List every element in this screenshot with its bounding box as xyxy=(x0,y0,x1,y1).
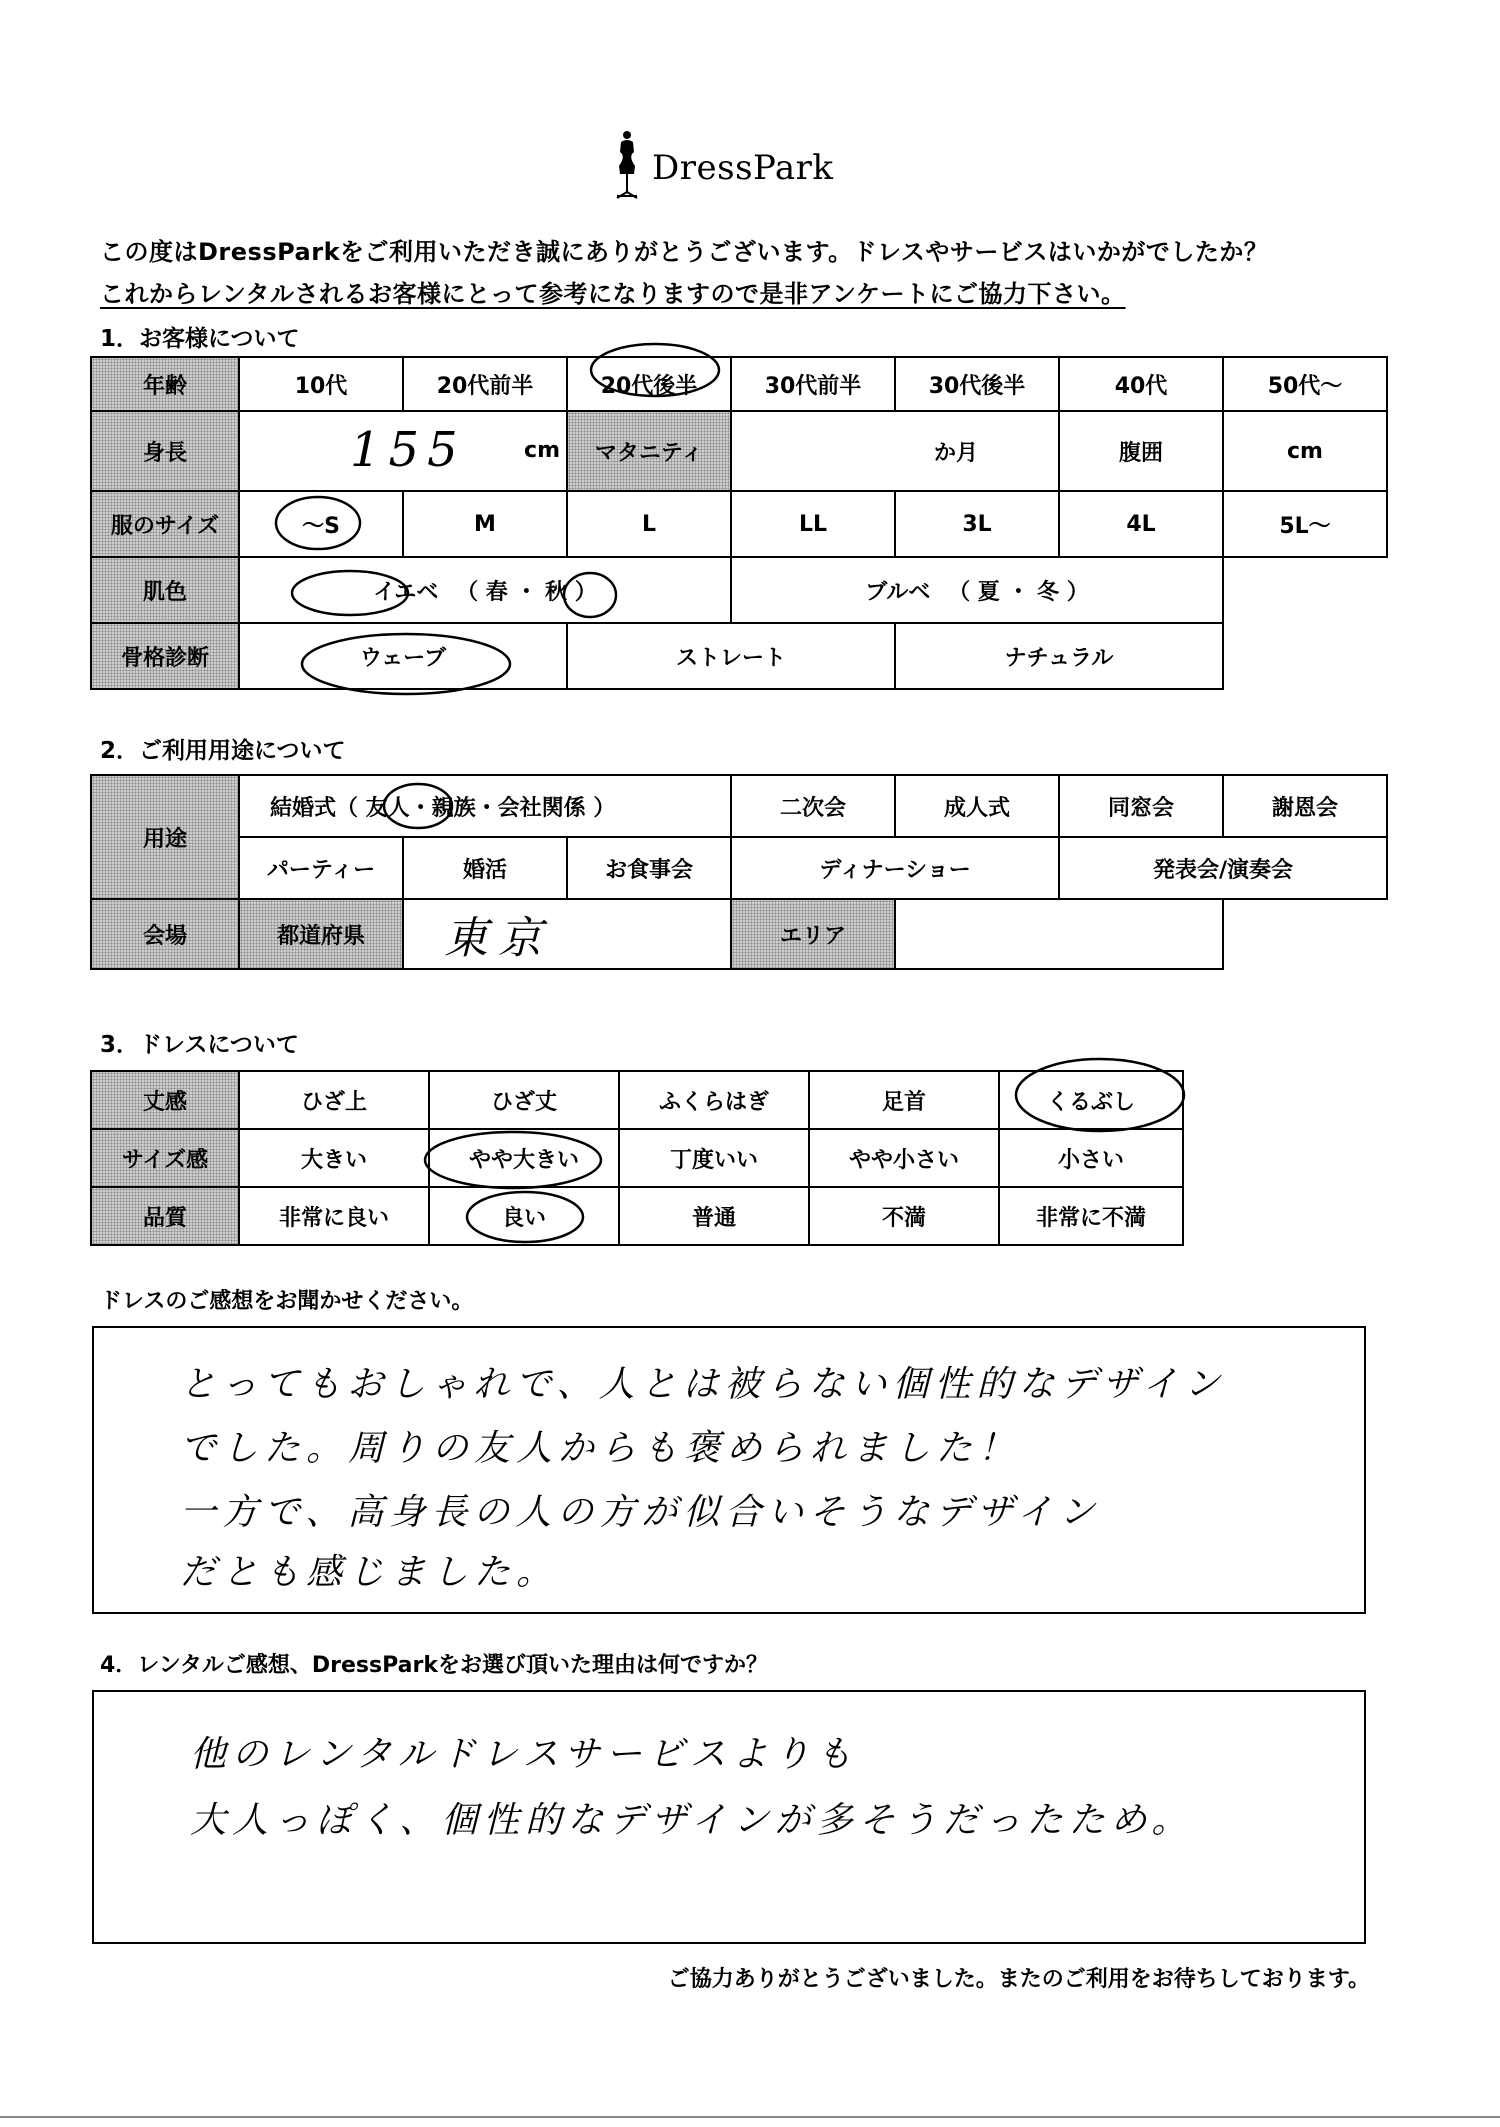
age-option[interactable]: 20代前半 xyxy=(403,357,567,411)
frame-option-selected[interactable]: ウェーブ xyxy=(239,623,567,689)
wedding-option[interactable]: 結婚式（ 友人・親族・会社関係 ） xyxy=(239,775,731,837)
dress-rating-table xyxy=(90,1070,1184,1246)
prefecture-label: 都道府県 xyxy=(239,899,403,969)
quality-option[interactable]: 非常に良い xyxy=(239,1187,429,1245)
frame-option[interactable]: ナチュラル xyxy=(895,623,1223,689)
size-option[interactable]: L xyxy=(567,491,731,557)
age-label: 年齢 xyxy=(91,357,239,411)
waist-unit: cm xyxy=(1287,438,1323,464)
size-option[interactable]: LL xyxy=(731,491,895,557)
fit-option[interactable]: 丁度いい xyxy=(619,1129,809,1187)
length-option[interactable]: 足首 xyxy=(809,1071,999,1129)
age-option[interactable]: 30代後半 xyxy=(895,357,1059,411)
height-unit: cm xyxy=(524,438,560,463)
dress-form-icon xyxy=(612,130,642,202)
skin-blue-seasons: （ 夏 ・ 冬 ） xyxy=(948,579,1089,605)
impression-prompt: ドレスのご感想をお聞かせください。 xyxy=(100,1289,474,1314)
length-option-selected[interactable]: くるぶし xyxy=(999,1071,1183,1129)
size-option-selected[interactable]: ～S xyxy=(239,491,403,557)
purpose-option[interactable]: お食事会 xyxy=(567,837,731,899)
quality-option-selected[interactable]: 良い xyxy=(429,1187,619,1245)
prefecture-field[interactable] xyxy=(403,899,731,969)
impression-line: 一方で、高身長の人の方が似合いそうなデザイン xyxy=(180,1492,1101,1533)
waist-field[interactable] xyxy=(1223,411,1387,491)
skin-yellow-seasons: （ 春 ・ 秋 ） xyxy=(456,579,597,605)
quality-option[interactable]: 非常に不満 xyxy=(999,1187,1183,1245)
maternity-months-field[interactable] xyxy=(731,411,1059,491)
purpose-option[interactable]: ディナーショー xyxy=(731,837,1059,899)
purpose-option[interactable]: 同窓会 xyxy=(1059,775,1223,837)
intro-line-1: この度はDressParkをご利用いただき誠にありがとうございます。ドレスやサービスはいかがでしたか？ xyxy=(100,238,1269,266)
area-field[interactable] xyxy=(895,899,1223,969)
skin-blue: ブルベ xyxy=(865,579,931,605)
intro-line-2: これからレンタルされるお客様にとって参考になりますので是非アンケートにご協力下さい。 xyxy=(100,280,1126,308)
height-field[interactable] xyxy=(239,411,567,491)
brand-name: DressPark xyxy=(652,148,834,188)
purpose-option[interactable]: 成人式 xyxy=(895,775,1059,837)
skin-yellow: イエベ xyxy=(373,579,439,605)
reason-line: 大人っぽく、個性的なデザインが多そうだったため。 xyxy=(190,1800,1194,1841)
length-option[interactable]: ひざ丈 xyxy=(429,1071,619,1129)
empty-cell xyxy=(1223,623,1387,689)
purpose-option[interactable]: パーティー xyxy=(239,837,403,899)
length-label: 丈感 xyxy=(91,1071,239,1129)
skin-label: 肌色 xyxy=(91,557,239,623)
size-option[interactable]: 4L xyxy=(1059,491,1223,557)
age-option[interactable]: 40代 xyxy=(1059,357,1223,411)
age-option[interactable]: 10代 xyxy=(239,357,403,411)
length-option[interactable]: ふくらはぎ xyxy=(619,1071,809,1129)
customer-info-table xyxy=(90,356,1388,690)
quality-label: 品質 xyxy=(91,1187,239,1245)
impression-answer-box[interactable] xyxy=(92,1326,1366,1614)
age-option-selected[interactable]: 20代後半 xyxy=(567,357,731,411)
months-unit: か月 xyxy=(933,440,978,466)
age-option[interactable]: 30代前半 xyxy=(731,357,895,411)
height-label: 身長 xyxy=(91,411,239,491)
section-2-title: 2．ご利用用途について xyxy=(100,738,346,764)
purpose-label: 用途 xyxy=(91,775,239,899)
size-option[interactable]: M xyxy=(403,491,567,557)
area-label: エリア xyxy=(731,899,895,969)
reason-answer-box[interactable] xyxy=(92,1690,1366,1944)
size-option[interactable]: 5L～ xyxy=(1223,491,1387,557)
fit-option[interactable]: 小さい xyxy=(999,1129,1183,1187)
height-value: 155 xyxy=(350,422,466,478)
scan-edge-line xyxy=(0,2116,1500,2118)
impression-line: とってもおしゃれで、人とは被らない個性的なデザイン xyxy=(180,1364,1227,1405)
closing-message: ご協力ありがとうございました。またのご利用をお待ちしております。 xyxy=(667,1967,1370,1992)
section-4-title: 4．レンタルご感想、DressParkをお選び頂いた理由は何ですか？ xyxy=(100,1653,768,1678)
length-option[interactable]: ひざ上 xyxy=(239,1071,429,1129)
reason-line: 他のレンタルドレスサービスよりも xyxy=(190,1734,858,1775)
fit-option-selected[interactable]: やや大きい xyxy=(429,1129,619,1187)
fit-option[interactable]: やや小さい xyxy=(809,1129,999,1187)
impression-line: だとも感じました。 xyxy=(180,1552,559,1593)
skin-blue-option[interactable] xyxy=(731,557,1223,623)
section-3-title: 3．ドレスについて xyxy=(100,1032,299,1058)
size-label: 服のサイズ xyxy=(91,491,239,557)
skin-yellow-option[interactable] xyxy=(239,557,731,623)
size-option[interactable]: 3L xyxy=(895,491,1059,557)
quality-option[interactable]: 不満 xyxy=(809,1187,999,1245)
fit-option[interactable]: 大きい xyxy=(239,1129,429,1187)
purpose-option[interactable]: 発表会/演奏会 xyxy=(1059,837,1387,899)
venue-label: 会場 xyxy=(91,899,239,969)
frame-label: 骨格診断 xyxy=(91,623,239,689)
prefecture-value: 東京 xyxy=(444,913,552,964)
purpose-option[interactable]: 謝恩会 xyxy=(1223,775,1387,837)
impression-line: でした。周りの友人からも褒められました！ xyxy=(180,1428,1021,1469)
empty-cell xyxy=(1223,557,1387,623)
age-option[interactable]: 50代～ xyxy=(1223,357,1387,411)
frame-option[interactable]: ストレート xyxy=(567,623,895,689)
usage-table xyxy=(90,774,1388,970)
waist-label: 腹囲 xyxy=(1059,411,1223,491)
section-1-title: 1．お客様について xyxy=(100,326,300,352)
purpose-option[interactable]: 二次会 xyxy=(731,775,895,837)
fit-label: サイズ感 xyxy=(91,1129,239,1187)
dresspark-logo xyxy=(612,128,852,208)
purpose-option[interactable]: 婚活 xyxy=(403,837,567,899)
maternity-label: マタニティ xyxy=(567,411,731,491)
empty-cell xyxy=(1223,899,1387,969)
quality-option[interactable]: 普通 xyxy=(619,1187,809,1245)
